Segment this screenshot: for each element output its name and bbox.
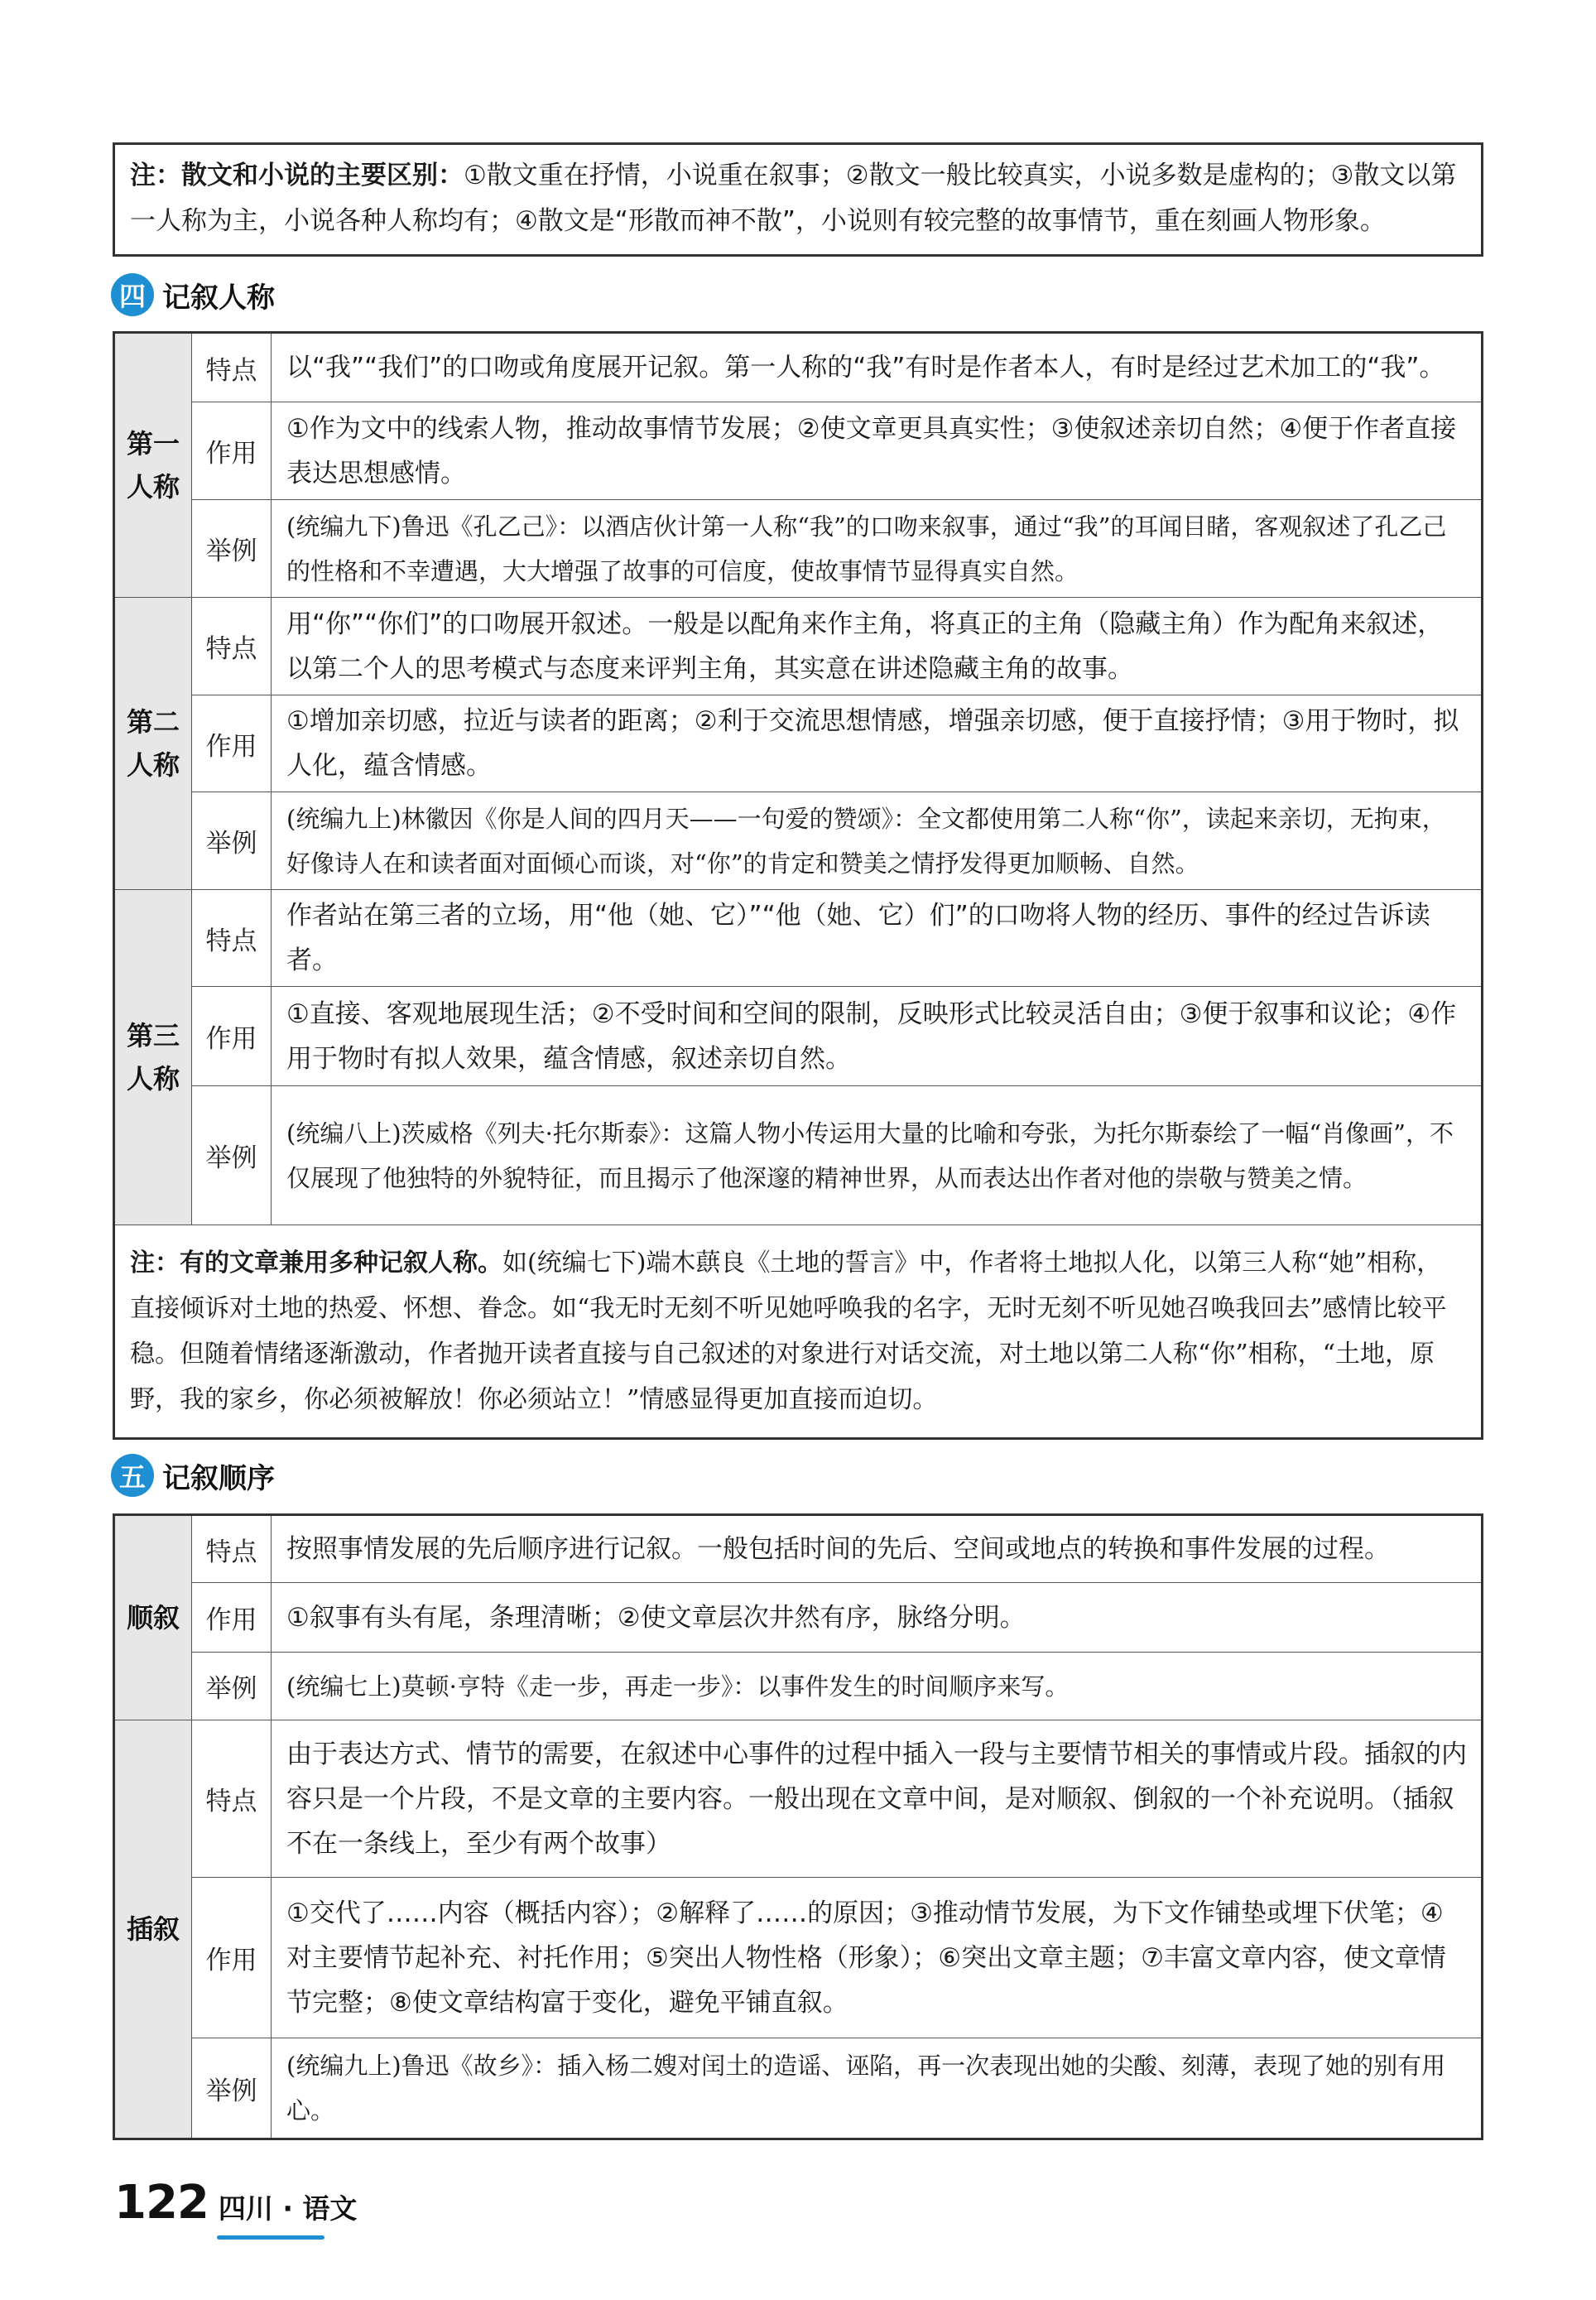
row-label: 举例: [192, 792, 272, 890]
row-text: 以“我”“我们”的口吻或角度展开记叙。第一人称的“我”有时是作者本人，有时是经过艺术加工的“我”。: [272, 333, 1483, 402]
row-text: (统编七上)莫顿·亨特《走一步，再走一步》：以事件发生的时间顺序来写。: [272, 1653, 1483, 1720]
row-text: (统编八上)茨威格《列夫·托尔斯泰》：这篇人物小传运用大量的比喻和夸张，为托尔斯泰绘了一幅“肖像画”，不仅展现了他独特的外貌特征，而且揭示了他深邃的精神世界，从而表达出作者对他的崇敬与赞美之情。: [272, 1086, 1483, 1225]
note-top: [113, 142, 1483, 257]
section-heading-4: [111, 270, 275, 320]
table-row: [114, 1515, 1483, 1583]
row-text: ①直接、客观地展现生活；②不受时间和空间的限制，反映形式比较灵活自由；③便于叙事和议论；④作用于物时有拟人效果，蕴含情感，叙述亲切自然。: [272, 987, 1483, 1086]
category-cell: 第三人称: [114, 890, 192, 1225]
table-row: [114, 695, 1483, 792]
table-row: [114, 1086, 1483, 1225]
table-row: [114, 890, 1483, 987]
footer-label: 四川 · 语文: [218, 2192, 358, 2225]
row-label: 特点: [192, 598, 272, 695]
row-text: 由于表达方式、情节的需要，在叙述中心事件的过程中插入一段与主要情节相关的事情或片段。插叙的内容只是一个片段，不是文章的主要内容。一般出现在文章中间，是对顺叙、倒叙的一个补充说明。（插叙不在一条线上，至少有两个故事）: [272, 1720, 1483, 1878]
row-text: 作者站在第三者的立场，用“他（她、它）”“他（她、它）们”的口吻将人物的经历、事件的经过告诉读者。: [272, 890, 1483, 987]
row-text: ①交代了……内容（概括内容）；②解释了……的原因；③推动情节发展，为下文作铺垫或埋下伏笔；④对主要情节起补充、衬托作用；⑤突出人物性格（形象）；⑥突出文章主题；⑦丰富文章内容，使文章情节完整；⑧使文章结构富于变化，避免平铺直叙。: [272, 1878, 1483, 2038]
table-row: [114, 2038, 1483, 2139]
section-badge: 四: [111, 273, 154, 316]
row-label: 作用: [192, 1583, 272, 1653]
row-text: 用“你”“你们”的口吻展开叙述。一般是以配角来作主角，将真正的主角（隐藏主角）作为配角来叙述，以第二个人的思考模式与态度来评判主角，其实意在讲述隐藏主角的故事。: [272, 598, 1483, 695]
table-note-row: [114, 1225, 1483, 1439]
row-label: 作用: [192, 695, 272, 792]
row-text: 按照事情发展的先后顺序进行记叙。一般包括时间的先后、空间或地点的转换和事件发展的过程。: [272, 1515, 1483, 1583]
row-label: 特点: [192, 333, 272, 402]
category-cell: 第一人称: [114, 333, 192, 598]
category-cell: 第二人称: [114, 598, 192, 890]
person-note: [114, 1225, 1483, 1439]
section-title: 记叙顺序: [162, 1461, 275, 1495]
row-label: 举例: [192, 1653, 272, 1720]
footer-accent-line: [217, 2235, 324, 2240]
narrative-order-table: [113, 1513, 1483, 2140]
row-label: 举例: [192, 1086, 272, 1225]
row-label: 特点: [192, 1720, 272, 1878]
row-label: 作用: [192, 402, 272, 500]
table-row: [114, 792, 1483, 890]
row-label: 举例: [192, 2038, 272, 2139]
section-badge: 五: [111, 1454, 154, 1497]
table-row: [114, 333, 1483, 402]
page-footer: [114, 2176, 357, 2230]
row-label: 举例: [192, 500, 272, 598]
note-lead: 注：散文和小说的主要区别：: [130, 161, 464, 190]
row-label: 特点: [192, 890, 272, 987]
table-row: [114, 1720, 1483, 1878]
table-row: [114, 598, 1483, 695]
table-row: [114, 1583, 1483, 1653]
table-row: [114, 500, 1483, 598]
category-cell: 顺叙: [114, 1515, 192, 1720]
table-row: [114, 1653, 1483, 1720]
row-text: (统编九下)鲁迅《孔乙己》：以酒店伙计第一人称“我”的口吻来叙事，通过“我”的耳闻目睹，客观叙述了孔乙己的性格和不幸遭遇，大大增强了故事的可信度，使故事情节显得真实自然。: [272, 500, 1483, 598]
category-cell: 插叙: [114, 1720, 192, 2139]
row-text: (统编九上)鲁迅《故乡》：插入杨二嫂对闰土的造谣、诬陷，再一次表现出她的尖酸、刻薄，表现了她的别有用心。: [272, 2038, 1483, 2139]
row-text: ①增加亲切感，拉近与读者的距离；②利于交流思想情感，增强亲切感，便于直接抒情；③用于物时，拟人化，蕴含情感。: [272, 695, 1483, 792]
table-row: [114, 402, 1483, 500]
narrative-person-table: [113, 331, 1483, 1440]
section-heading-5: [111, 1451, 275, 1500]
table-row: [114, 1878, 1483, 2038]
row-text: ①作为文中的线索人物，推动故事情节发展；②使文章更具真实性；③使叙述亲切自然；④便于作者直接表达思想感情。: [272, 402, 1483, 500]
row-text: ①叙事有头有尾，条理清晰；②使文章层次井然有序，脉络分明。: [272, 1583, 1483, 1653]
table-row: [114, 987, 1483, 1086]
page-number: 122: [114, 2176, 209, 2230]
row-text: (统编九上)林徽因《你是人间的四月天——一句爱的赞颂》：全文都使用第二人称“你”，读起来亲切，无拘束，好像诗人在和读者面对面倾心而谈，对“你”的肯定和赞美之情抒发得更加顺畅、自然。: [272, 792, 1483, 890]
person-note-lead: 注：有的文章兼用多种记叙人称。: [130, 1249, 502, 1278]
note-text: ①散文重在抒情，小说重在叙事；②散文一般比较真实，小说多数是虚构的；③散文以第一人称为主，小说各种人称均有；④散文是“形散而神不散”，小说则有较完整的故事情节，重在刻画人物形象。: [130, 161, 1457, 236]
section-title: 记叙人称: [162, 281, 275, 315]
row-label: 特点: [192, 1515, 272, 1583]
row-label: 作用: [192, 1878, 272, 2038]
row-label: 作用: [192, 987, 272, 1086]
person-note-text: 如(统编七下)端木蕻良《土地的誓言》中，作者将土地拟人化，以第三人称“她”相称，直接倾诉对土地的热爱、怀想、眷念。如“我无时无刻不听见她呼唤我的名字，无时无刻不听见她召唤我回去”感情比较平稳。但随着情绪逐渐激动，作者抛开读者直接与自己叙述的对象进行对话交流，对土地以第二人称“你”相称，“土地，原野，我的家乡，你必须被解放！你必须站立！”情感显得更加直接而迫切。: [130, 1249, 1447, 1414]
